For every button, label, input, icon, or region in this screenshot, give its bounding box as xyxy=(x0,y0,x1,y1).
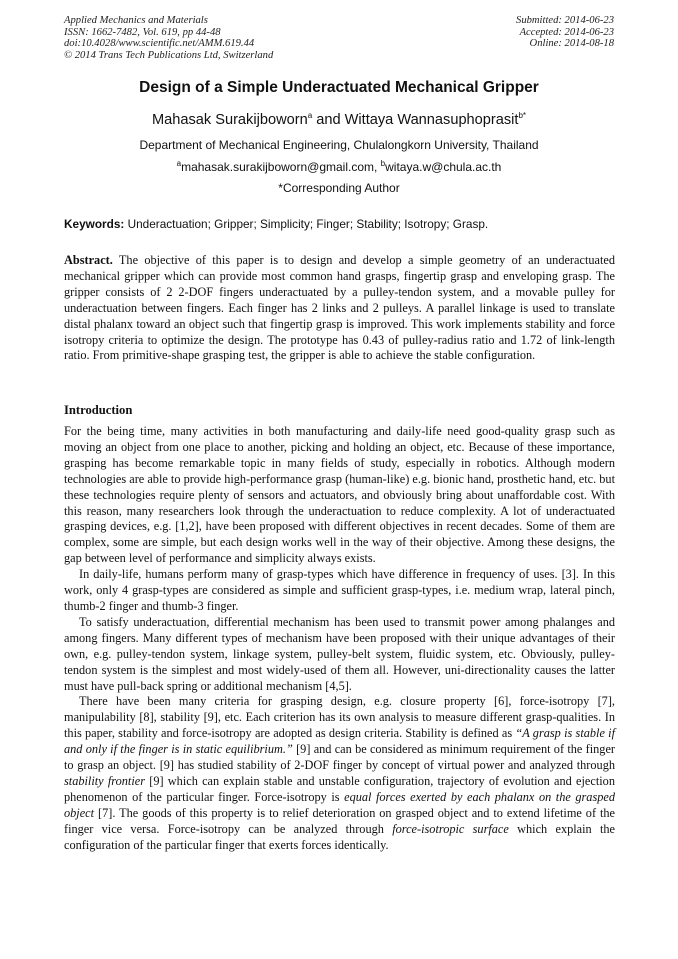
intro-paragraph-3: To satisfy underactuation, differential mechanism has been used to transmit power among phalanges and among fingers. Many different types of mechanism have been proposed with their unique advantages of their own, e.g. pulley-tendon system, linkage system, pulley-belt system, fluidic system, etc. Obviously, pulley-tendon system is the simplest and most widely-used of them all. However, uni-directionality causes the latter must have pull-back spring or additional mechanism [4,5]. xyxy=(64,614,615,693)
email-b-sup: b xyxy=(380,159,386,168)
abstract-label: Abstract. xyxy=(64,253,113,267)
email-b: witaya.w@chula.ac.th xyxy=(385,160,502,174)
abstract xyxy=(64,253,615,364)
journal-issn: ISSN: 1662-7482, Vol. 619, pp 44-48 xyxy=(64,26,221,38)
author-emails xyxy=(0,160,678,174)
paper-title: Design of a Simple Underactuated Mechanical Gripper xyxy=(139,79,539,96)
abstract-text: The objective of this paper is to design and develop a simple geometry of an underactuated mechanical gripper which can provide most common hand grasps, fingertip grasp and enveloping grasp. The gripper consists of 2 2-DOF fingers underactuated by a pulley-tendon system, and a movable pulley for underactuation between fingers. Each finger has 2 links and 2 pulleys. A parallel linkage is used to translate distal phalanx toward an object such that fingertip grasp is improved. This work implements stability and force isotropy criteria to optimize the design. The prototype has 0.43 of pulley-radius ratio and 1.72 of link-length ratio. From primitive-shape grasping test, the gripper is able to achieve the stable configuration. xyxy=(64,253,615,363)
p4-text-g: [7]. The goods of this property is to relief deterioration on grasped object and to extend lifetime of the finger vice versa. Force-isotropy can be analyzed through xyxy=(64,805,615,836)
p4-text-e: [9] which can explain stable and unstable configuration, trajectory of evolution and ejection phenomenon of the particular finger. Force-isotropy is xyxy=(64,773,615,804)
accepted-date: Accepted: 2014-06-23 xyxy=(519,26,614,38)
p4-isotropic-surface: force-isotropic surface xyxy=(392,821,509,836)
email-a-sup: a xyxy=(176,159,182,168)
p4-isotropy-definition: equal forces exerted by each phalanx on the grasped object xyxy=(64,789,615,820)
author-2: Wittaya Wannasuphoprasit xyxy=(344,112,519,128)
journal-name: Applied Mechanics and Materials xyxy=(64,15,208,26)
author-2-sup: b* xyxy=(518,111,527,121)
intro-paragraph-1: For the being time, many activities in both manufacturing and daily-life need good-quality grasp such as moving an object from one place to another, picking and holding an object, etc. Because of these importance, grasping has become remarkable topic in many fields of study, especially in robotics. Although modern technologies are able to provide high-performance grasp (human-like) e.g. bionic hand, prosthetic hand, etc. but these technologies require plenty of sensors and actuators, and obviously bring about unaffordable cost. With this reason, many researchers look through the underactuation to reduce complexity. A lot of underactuated grasping devices, e.g. [1,2], have been proposed with different objectives in recent decades. Some of them are complex, some are simple, but each design works well in the way of their objective. Among these designs, the gap between level of performance and simplicity always exists. xyxy=(64,424,615,566)
dates-header xyxy=(516,15,614,50)
keywords xyxy=(64,217,620,231)
p4-stability-frontier: stability frontier xyxy=(64,773,145,788)
p4-text-a: There have been many criteria for grasping design, e.g. closure property [6], force-isotropy [7], manipulability [8], stability [9], etc. Each criterion has its own analysis to measure different grasp-qualities. In this paper, stability and force-isotropy are adopted as design criteria. Stability is defined as xyxy=(64,694,615,741)
author-1-sup: a xyxy=(307,111,313,121)
p4-text-i: which explain the configuration of the particular finger that exerts forces identically. xyxy=(64,821,615,852)
author-1: Mahasak Surakijboworn xyxy=(151,112,308,128)
online-date: Online: 2014-08-18 xyxy=(529,38,614,49)
author-conjunction: and xyxy=(312,112,345,128)
email-a: mahasak.surakijboworn@gmail.com, xyxy=(181,160,381,174)
p4-text-c: [9] and can be considered as minimum requirement of the finger to grasp an object. [9] has studied stability of 2-DOF finger by concept of virtual power and analyzed through xyxy=(64,742,615,773)
intro-paragraph-2: In daily-life, humans perform many of grasp-types which have difference in frequency of uses. [3]. In this work, only 4 grasp-types are considered as simple and sufficient grasp-types, i.e. medium wrap, lateral pinch, thumb-2 finger and thumb-3 finger. xyxy=(64,567,615,613)
introduction-body xyxy=(64,424,615,853)
keywords-text: Underactuation; Gripper; Simplicity; Finger; Stability; Isotropy; Grasp. xyxy=(124,217,489,231)
introduction-heading: Introduction xyxy=(64,403,133,417)
author-line xyxy=(0,112,678,128)
journal-doi: doi:10.4028/www.scientific.net/AMM.619.44 xyxy=(64,38,255,49)
corresponding-author: *Corresponding Author xyxy=(278,181,400,195)
journal-header xyxy=(64,15,273,61)
p4-stability-definition: “A grasp is stable if and only if the finger is in static equilibrium.” xyxy=(64,726,615,757)
keywords-label: Keywords: xyxy=(64,217,125,231)
journal-copyright: © 2014 Trans Tech Publications Ltd, Switzerland xyxy=(64,49,274,61)
submitted-date: Submitted: 2014-06-23 xyxy=(516,15,614,26)
affiliation: Department of Mechanical Engineering, Chulalongkorn University, Thailand xyxy=(139,138,539,152)
intro-paragraph-4 xyxy=(64,694,615,853)
